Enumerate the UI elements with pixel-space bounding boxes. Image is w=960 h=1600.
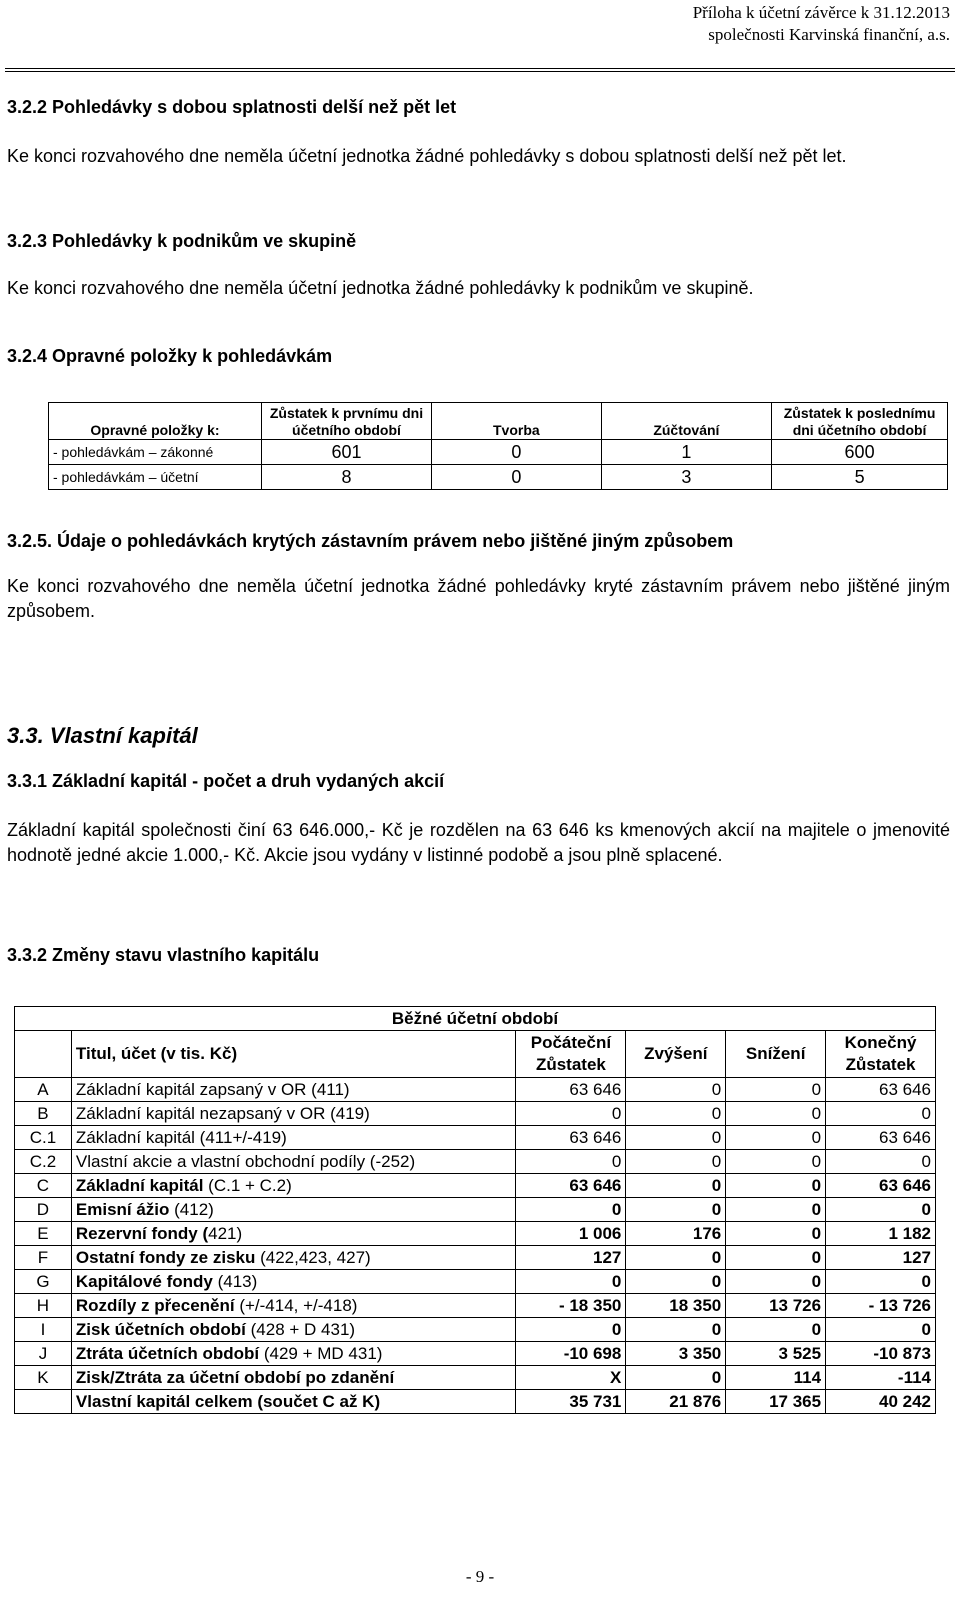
table-row	[49, 465, 948, 490]
row-code	[15, 1390, 72, 1414]
row-code: G	[15, 1270, 72, 1294]
period-header: Běžné účetní období	[15, 1007, 936, 1031]
row-value: 0	[626, 1126, 726, 1150]
title-header: Titul, účet (v tis. Kč)	[71, 1031, 516, 1078]
row-value: 176	[626, 1222, 726, 1246]
row-value: 0	[726, 1270, 826, 1294]
row-value: - 13 726	[826, 1294, 936, 1318]
row-description-text: (+/-414, +/-418)	[234, 1295, 358, 1315]
row-code: B	[15, 1102, 72, 1126]
row-value: 0	[726, 1126, 826, 1150]
equity-rows	[15, 1078, 936, 1414]
row-value: 0	[626, 1270, 726, 1294]
table-row	[15, 1174, 936, 1198]
cell: 5	[772, 465, 948, 490]
row-value: 0	[516, 1102, 626, 1126]
row-value: 114	[726, 1366, 826, 1390]
row-description-text: (422,423, 427)	[255, 1247, 371, 1267]
cell: 600	[772, 440, 948, 465]
row-value: 0	[626, 1366, 726, 1390]
table-row	[15, 1126, 936, 1150]
row-value: 0	[726, 1318, 826, 1342]
row-value: 0	[626, 1318, 726, 1342]
table-row	[15, 1246, 936, 1270]
row-description-text: (C.1 + C.2)	[203, 1175, 292, 1195]
row-description	[71, 1390, 516, 1414]
row-description-bold: Základní kapitál	[75, 1175, 204, 1195]
heading-3-3-1: 3.3.1 Základní kapitál - počet a druh vydaných akcií	[7, 771, 445, 791]
heading-3-2-5: 3.2.5. Údaje o pohledávkách krytých zástavním právem nebo jištěné jiným způsobem	[7, 531, 734, 551]
row-value: 0	[626, 1150, 726, 1174]
row-value: 0	[826, 1270, 936, 1294]
cell: 8	[261, 465, 431, 490]
table-row	[15, 1150, 936, 1174]
table-row	[15, 1222, 936, 1246]
equity-header-row	[15, 1031, 936, 1078]
code-header	[15, 1031, 72, 1078]
row-description	[71, 1318, 516, 1342]
row-code: K	[15, 1366, 72, 1390]
row-value: -114	[826, 1366, 936, 1390]
row-description-bold: Zisk účetních období	[75, 1319, 246, 1339]
row-description-text: 421)	[208, 1223, 243, 1243]
row-value: 63 646	[516, 1126, 626, 1150]
row-value: 0	[726, 1246, 826, 1270]
header-line-1: Příloha k účetní závěrce k 31.12.2013	[692, 3, 950, 22]
row-description	[71, 1270, 516, 1294]
row-description	[71, 1102, 516, 1126]
row-description-text: Vlastní akcie a vlastní obchodní podíly (-252)	[75, 1151, 416, 1171]
table-row	[15, 1270, 936, 1294]
row-description	[71, 1342, 516, 1366]
row-value: 21 876	[626, 1390, 726, 1414]
cell: 0	[432, 440, 602, 465]
row-code: C.1	[15, 1126, 72, 1150]
row-description	[71, 1150, 516, 1174]
row-value: 35 731	[516, 1390, 626, 1414]
col-header: Zůstatek k prvnímu dni účetního období	[261, 403, 431, 440]
row-value: 17 365	[726, 1390, 826, 1414]
row-value: 0	[516, 1270, 626, 1294]
allowances-header-row	[49, 403, 948, 440]
row-value: 63 646	[516, 1078, 626, 1102]
heading-3-2-3: 3.2.3 Pohledávky k podnikům ve skupině	[7, 231, 357, 251]
row-value: 0	[516, 1150, 626, 1174]
page-header	[693, 2, 950, 46]
row-value: 0	[626, 1078, 726, 1102]
row-description-bold: Kapitálové fondy	[75, 1271, 213, 1291]
table-row	[15, 1318, 936, 1342]
row-code: F	[15, 1246, 72, 1270]
heading-3-3-2: 3.3.2 Změny stavu vlastního kapitálu	[7, 945, 320, 965]
row-value: 3 525	[726, 1342, 826, 1366]
row-description-text: (413)	[212, 1271, 258, 1291]
closing-header: Konečný Zůstatek	[826, 1031, 936, 1078]
cell: 1	[601, 440, 771, 465]
row-description-bold: Zisk/Ztráta za účetní období po zdanění	[75, 1367, 395, 1387]
row-code: C.2	[15, 1150, 72, 1174]
row-code: D	[15, 1198, 72, 1222]
row-value: 0	[726, 1222, 826, 1246]
increase-header: Zvýšení	[626, 1031, 726, 1078]
table-row	[49, 440, 948, 465]
text-3-2-5: Ke konci rozvahového dne neměla účetní jednotka žádné pohledávky kryté zástavním právem nebo jištěné jiným způsobem.	[7, 576, 950, 621]
cell: 601	[261, 440, 431, 465]
row-description-text: Základní kapitál zapsaný v OR (411)	[75, 1079, 350, 1099]
row-value: 127	[516, 1246, 626, 1270]
row-code: I	[15, 1318, 72, 1342]
row-description-bold: Emisní ážio	[75, 1199, 170, 1219]
row-description	[71, 1078, 516, 1102]
opening-header: Počáteční Zůstatek	[516, 1031, 626, 1078]
row-value: 0	[516, 1318, 626, 1342]
col-header: Tvorba	[432, 403, 602, 440]
row-description-text: Základní kapitál nezapsaný v OR (419)	[75, 1103, 370, 1123]
row-description-bold: Ostatní fondy ze zisku	[75, 1247, 256, 1267]
row-value: 18 350	[626, 1294, 726, 1318]
row-code: J	[15, 1342, 72, 1366]
row-description	[71, 1294, 516, 1318]
row-value: 0	[826, 1318, 936, 1342]
row-value: 63 646	[826, 1078, 936, 1102]
row-description-bold: Rezervní fondy (	[75, 1223, 209, 1243]
table-row	[15, 1198, 936, 1222]
row-value: 0	[726, 1174, 826, 1198]
text-3-2-3: Ke konci rozvahového dne neměla účetní jednotka žádné pohledávky k podnikům ve skupině.	[7, 278, 754, 298]
header-line-2: společnosti Karvinská finanční, a.s.	[708, 25, 950, 44]
row-value: 0	[826, 1102, 936, 1126]
heading-3-2-2: 3.2.2 Pohledávky s dobou splatnosti delší než pět let	[7, 97, 457, 117]
col-header: Zůstatek k poslednímu dni účetního období	[772, 403, 948, 440]
row-description	[71, 1174, 516, 1198]
text-3-2-2: Ke konci rozvahového dne neměla účetní jednotka žádné pohledávky s dobou splatnosti delší než pět let.	[7, 146, 847, 166]
table-row	[15, 1078, 936, 1102]
row-value: 1 006	[516, 1222, 626, 1246]
row-description-text: (428 + D 431)	[245, 1319, 356, 1339]
col-header: Zúčtování	[601, 403, 771, 440]
row-value: 0	[626, 1102, 726, 1126]
allowances-table	[48, 402, 948, 490]
row-description	[71, 1246, 516, 1270]
row-value: 63 646	[826, 1126, 936, 1150]
row-code: C	[15, 1174, 72, 1198]
row-description	[71, 1366, 516, 1390]
table-row	[15, 1342, 936, 1366]
row-value: 63 646	[826, 1174, 936, 1198]
table-row	[15, 1390, 936, 1414]
row-value: 0	[726, 1102, 826, 1126]
row-value: 127	[826, 1246, 936, 1270]
row-value: 13 726	[726, 1294, 826, 1318]
row-label: - pohledávkám – zákonné	[49, 440, 262, 465]
row-description	[71, 1126, 516, 1150]
row-value: 0	[626, 1174, 726, 1198]
row-description-bold: Ztráta účetních období	[75, 1343, 260, 1363]
row-value: 0	[726, 1078, 826, 1102]
col-header: Opravné položky k:	[49, 403, 262, 440]
table-row	[15, 1102, 936, 1126]
page-number: - 9 -	[465, 1567, 495, 1586]
row-value: -10 698	[516, 1342, 626, 1366]
row-value: 0	[826, 1198, 936, 1222]
table-row	[15, 1366, 936, 1390]
row-value: 0	[626, 1198, 726, 1222]
row-label: - pohledávkám – účetní	[49, 465, 262, 490]
heading-3-2-4: 3.2.4 Opravné položky k pohledávkám	[7, 346, 333, 366]
row-code: E	[15, 1222, 72, 1246]
row-description-text: Základní kapitál (411+/-419)	[75, 1127, 287, 1147]
equity-changes-table	[14, 1006, 936, 1414]
row-code: A	[15, 1078, 72, 1102]
heading-3-3: 3.3. Vlastní kapitál	[7, 723, 198, 748]
row-description-bold: Rozdíly z přecenění	[75, 1295, 235, 1315]
period-header-row	[15, 1007, 936, 1031]
row-value: 63 646	[516, 1174, 626, 1198]
row-value: 3 350	[626, 1342, 726, 1366]
cell: 3	[601, 465, 771, 490]
row-value: 40 242	[826, 1390, 936, 1414]
row-description	[71, 1198, 516, 1222]
header-divider	[5, 68, 955, 72]
row-description-text: (412)	[169, 1199, 214, 1219]
row-value: 0	[726, 1150, 826, 1174]
row-value: -10 873	[826, 1342, 936, 1366]
row-value: 1 182	[826, 1222, 936, 1246]
row-description-text: (429 + MD 431)	[259, 1343, 383, 1363]
row-value: X	[516, 1366, 626, 1390]
row-value: - 18 350	[516, 1294, 626, 1318]
cell: 0	[432, 465, 602, 490]
text-3-3-1: Základní kapitál společnosti činí 63 646.000,- Kč je rozdělen na 63 646 ks kmenových akcií na majitele o jmenovité hodnotě jedné akcie 1.000,- Kč. Akcie jsou vydány v listinné podobě a jsou plně splacené.	[7, 820, 950, 865]
table-row	[15, 1294, 936, 1318]
row-value: 0	[516, 1198, 626, 1222]
decrease-header: Snížení	[726, 1031, 826, 1078]
row-description-bold: Vlastní kapitál celkem (součet C až K)	[75, 1391, 381, 1411]
row-code: H	[15, 1294, 72, 1318]
row-description	[71, 1222, 516, 1246]
row-value: 0	[726, 1198, 826, 1222]
row-value: 0	[626, 1246, 726, 1270]
row-value: 0	[826, 1150, 936, 1174]
